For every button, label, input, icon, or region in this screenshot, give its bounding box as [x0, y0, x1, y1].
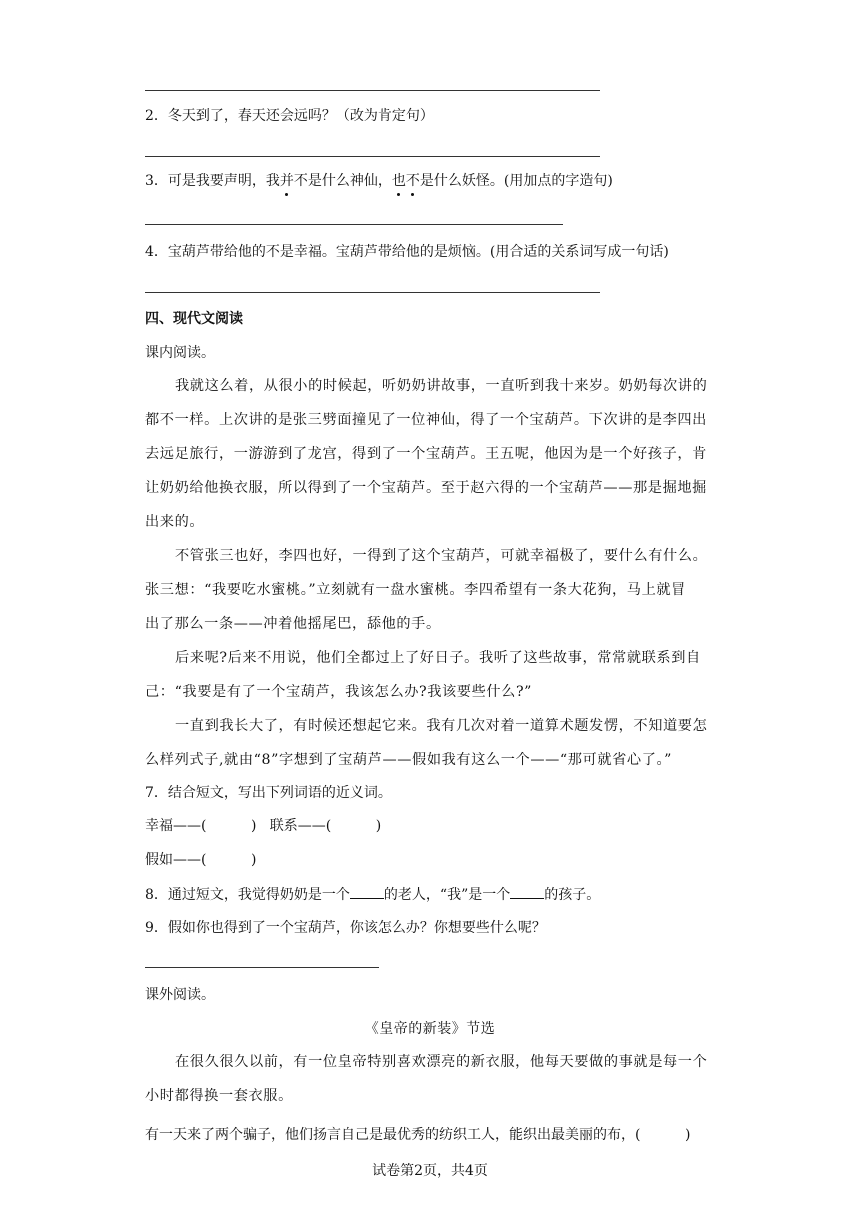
- story-line: 有一天来了两个骗子，他们扬言自己是最优秀的纺织工人，能织出最美丽的布，( ): [145, 1127, 691, 1143]
- answer-line: [145, 292, 600, 293]
- dotted-char: 不: [405, 173, 420, 189]
- question-3-text: 3．可是我要声明，我: [145, 173, 280, 189]
- question-7: 7．结合短文，写出下列词语的近义词。: [145, 785, 392, 801]
- story-title: 《皇帝的新装》节选: [364, 1021, 496, 1037]
- passage-line: 都不一样。上次讲的是张三劈面撞见了一位神仙，得了一个宝葫芦。下次讲的是李四出: [145, 412, 707, 428]
- question-9: 9．假如你也得到了一个宝葫芦，你该怎么办？你想要些什么呢？: [145, 920, 546, 936]
- answer-line: [145, 90, 600, 91]
- question-4: 4．宝葫芦带给他的不是幸福。宝葫芦带给他的是烦恼。(用合适的关系词写成一句话): [145, 244, 669, 260]
- passage-line: 张三想：“我要吃水蜜桃。”立刻就有一盘水蜜桃。李四希望有一条大花狗，马上就冒: [145, 582, 686, 598]
- passage-line: 去远足旅行，一游游到了龙宫，得到了一个宝葫芦。王五呢，他因为是一个好孩子，肯: [145, 446, 707, 462]
- fill-blank[interactable]: [510, 884, 544, 899]
- answer-line: [145, 156, 600, 157]
- question-8: [145, 884, 600, 905]
- story-line: 在很久很久以前，有一位皇帝特别喜欢漂亮的新衣服，他每天要做的事就是每一个: [175, 1054, 708, 1070]
- question-3-text: 是什么妖怪。(用加点的字造句): [419, 173, 613, 189]
- question-8-text: 的老人，“我”是一个: [383, 887, 511, 903]
- question-7-blanks: 幸福——( ) 联系——( ): [145, 818, 382, 834]
- question-3: [145, 171, 613, 191]
- page-footer: 试卷第2页，共4页: [372, 1163, 488, 1179]
- dotted-char: 也: [391, 173, 406, 189]
- question-7-blanks: 假如——( ): [145, 852, 257, 868]
- passage-line: 让奶奶给他换衣服，所以得到了一个宝葫芦。至于赵六得的一个宝葫芦——那是掘地掘: [145, 480, 707, 496]
- section-title: 四、现代文阅读: [145, 311, 243, 327]
- passage-line: 出来的。: [145, 514, 205, 530]
- passage-line: 己：“我要是有了一个宝葫芦，我该怎么办?我该要些什么?”: [145, 684, 533, 700]
- question-8-text: 8．通过短文，我觉得奶奶是一个: [145, 887, 350, 903]
- question-3-text: 不是什么神仙，: [293, 173, 392, 189]
- passage-line: 么样列式子,就由“8”字想到了宝葫芦——假如我有这么一个——“那可就省心了。”: [145, 752, 673, 768]
- story-line: 小时都得换一套衣服。: [145, 1088, 293, 1104]
- passage-line: 我就这么着，从很小的时候起，听奶奶讲故事，一直听到我十来岁。奶奶每次讲的: [175, 378, 708, 394]
- out-of-class-reading-label: 课外阅读。: [145, 987, 215, 1003]
- question-2: 2．冬天到了，春天还会远吗？（改为肯定句）: [145, 108, 434, 124]
- dotted-char: 并: [279, 173, 294, 189]
- question-8-text: 的孩子。: [544, 887, 601, 903]
- fill-blank[interactable]: [350, 884, 384, 899]
- passage-line: 出了那么一条——冲着他摇尾巴，舔他的手。: [145, 616, 441, 632]
- passage-line: 不管张三也好，李四也好，一得到了这个宝葫芦，可就幸福极了，要什么有什么。: [175, 548, 708, 564]
- passage-line: 一直到我长大了，有时候还想起它来。我有几次对着一道算术题发愣，不知道要怎: [175, 718, 708, 734]
- answer-line: [145, 224, 563, 225]
- in-class-reading-label: 课内阅读。: [145, 345, 215, 361]
- answer-line: [145, 967, 379, 968]
- passage-line: 后来呢?后来不用说，他们全都过上了好日子。我听了这些故事，常常就联系到自: [175, 650, 701, 666]
